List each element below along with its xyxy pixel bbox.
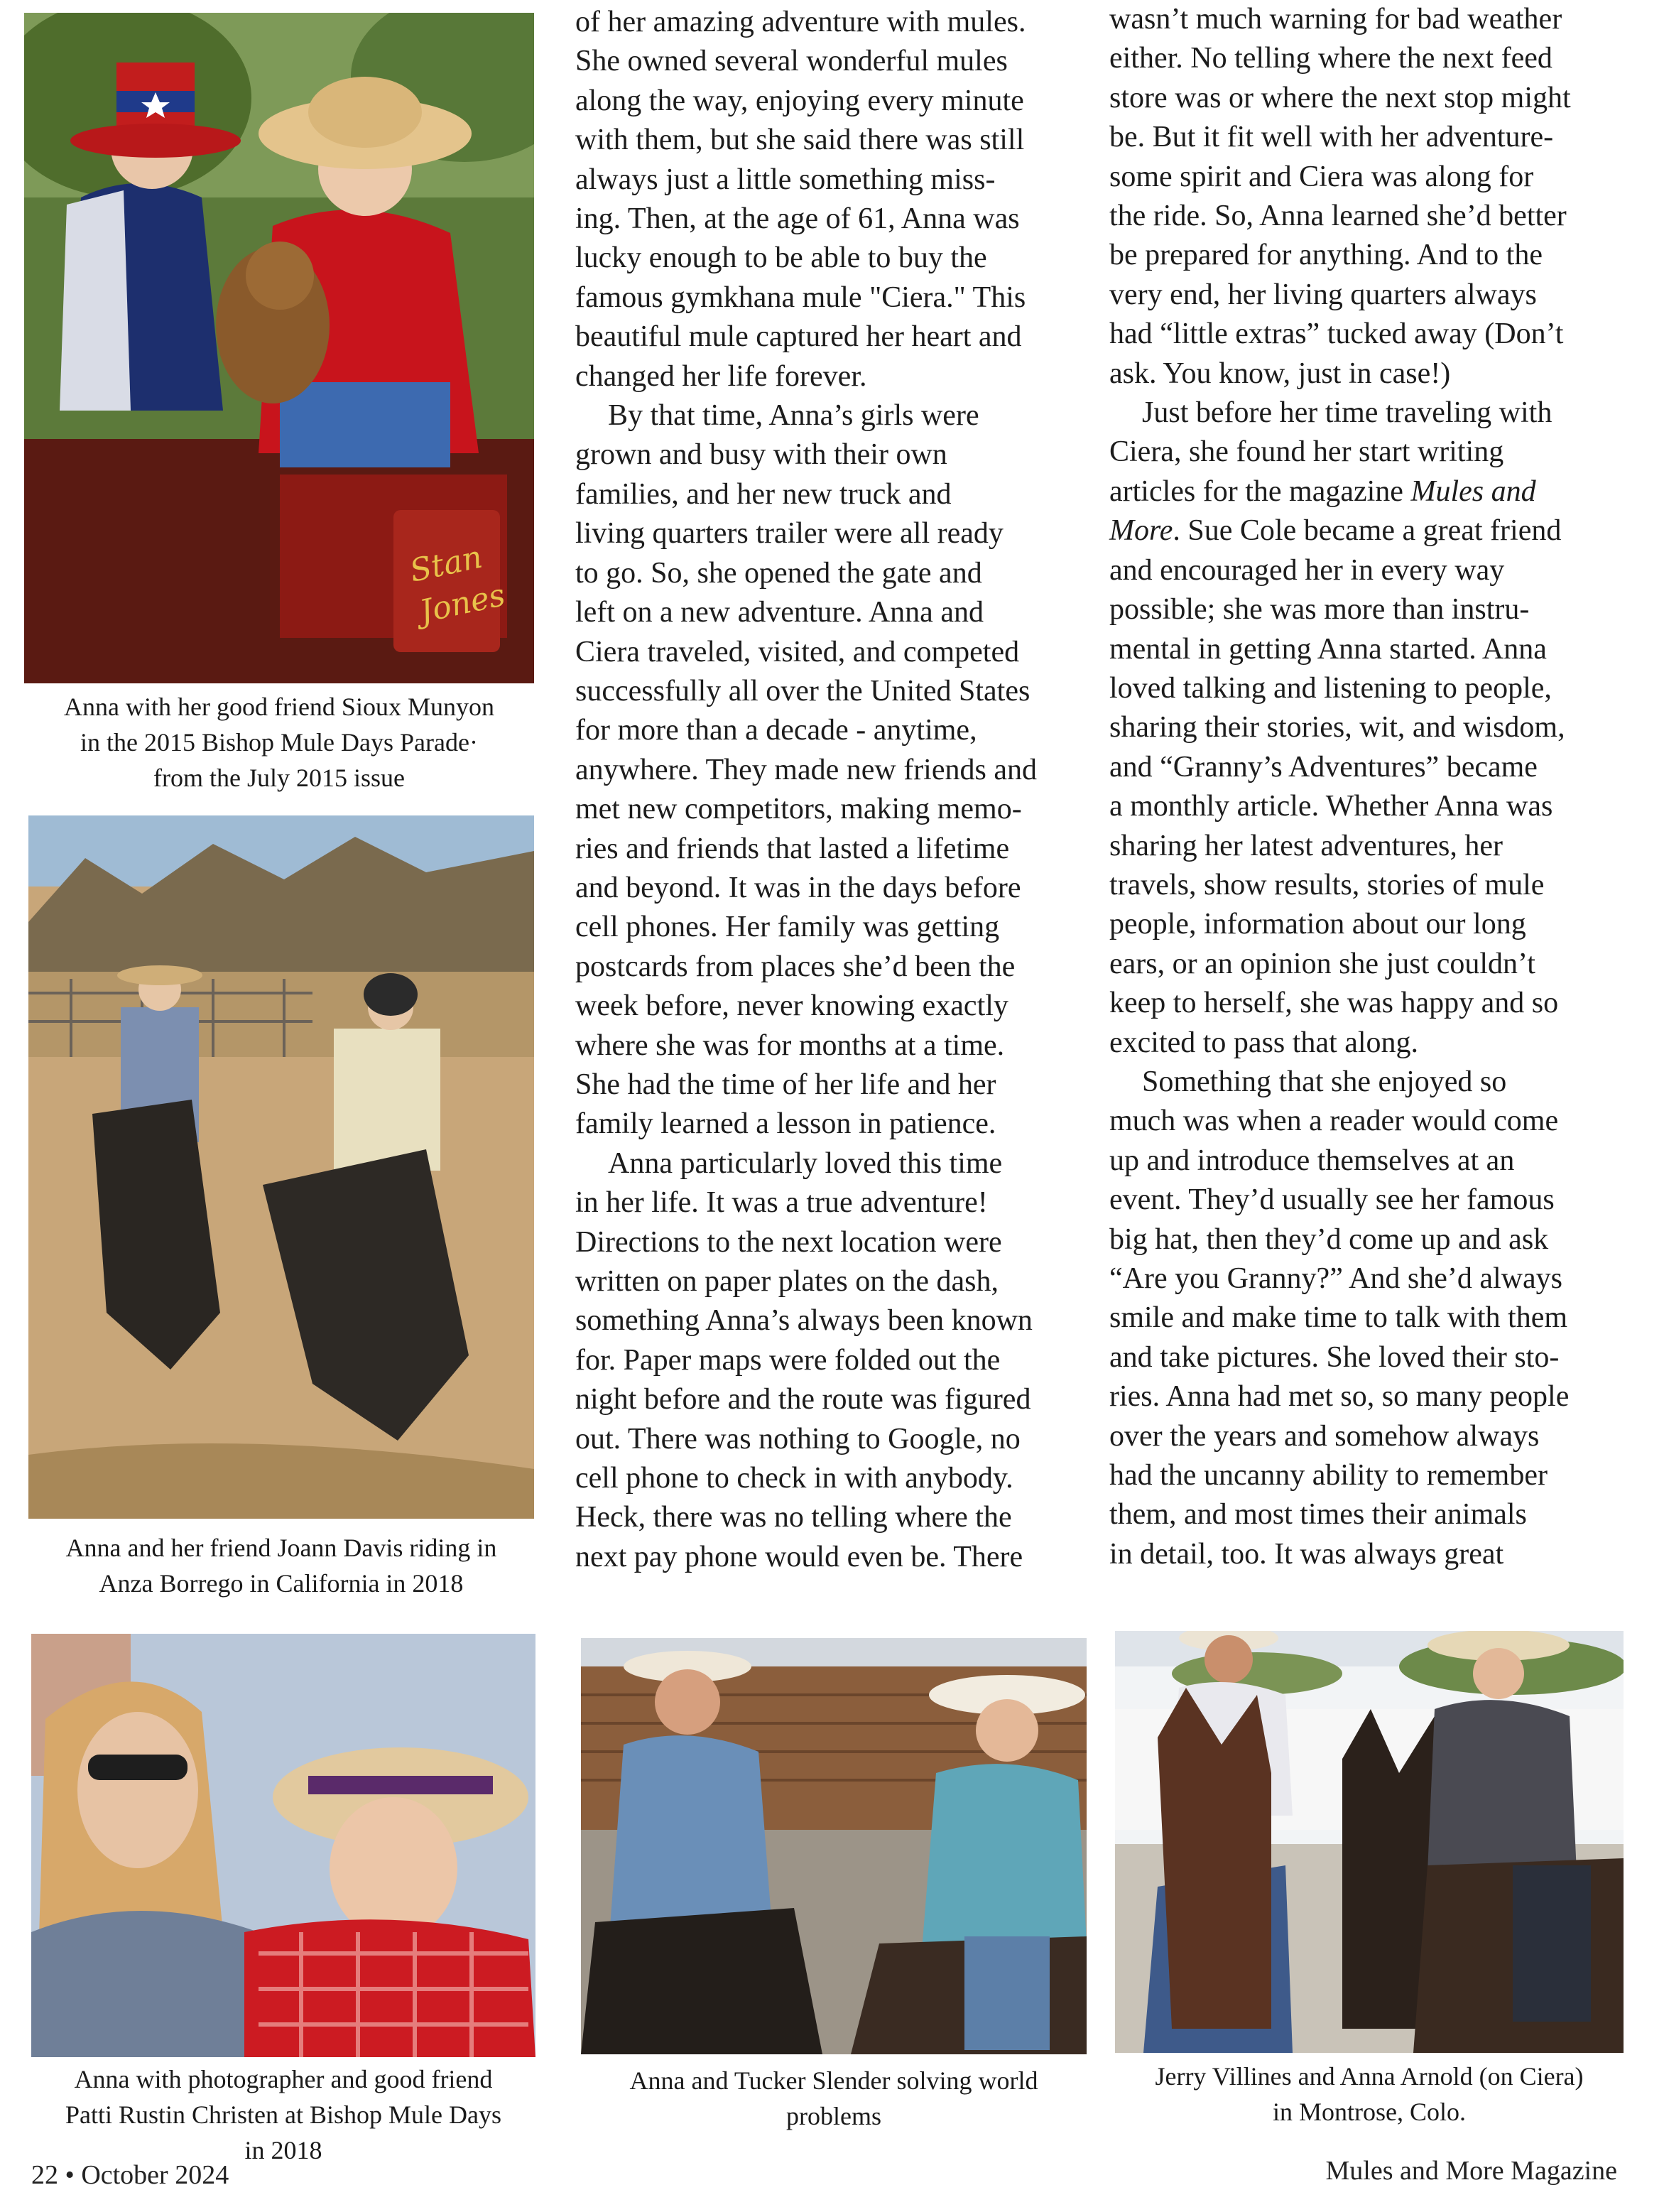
- body-line: for. Paper maps were folded out the: [575, 1343, 1001, 1377]
- body-line: always just a little something miss-: [575, 163, 996, 196]
- body-line: postcards from places she’d been the: [575, 950, 1016, 983]
- caption-anza-borrego: [28, 1530, 534, 1601]
- photo-parade: [24, 13, 534, 683]
- body-text: articles for the magazine: [1109, 475, 1411, 508]
- folio-separator: •: [65, 2160, 75, 2190]
- caption-jerry-line: Jerry Villines and Anna Arnold (on Ciera): [1155, 2062, 1584, 2091]
- wagon-sign-line1: Stan: [406, 538, 486, 590]
- body-line: had the uncanny ability to remember: [1109, 1459, 1548, 1492]
- page-number: 22: [31, 2160, 58, 2190]
- body-line: be prepared for anything. And to the: [1109, 239, 1543, 272]
- body-line: met new competitors, making memo-: [575, 793, 1022, 826]
- body-line: something Anna’s always been known: [575, 1304, 1033, 1338]
- body-line: up and introduce themselves at an: [1109, 1144, 1515, 1177]
- body-line: store was or where the next stop might: [1109, 81, 1571, 114]
- issue-date: October 2024: [81, 2160, 229, 2190]
- body-line: to go. So, she opened the gate and: [575, 556, 982, 590]
- caption-patti-line: in 2018: [244, 2136, 322, 2164]
- body-line: sharing their stories, wit, and wisdom,: [1109, 711, 1565, 744]
- body-line: very end, her living quarters always: [1109, 278, 1537, 311]
- body-line: people, information about our long: [1109, 908, 1526, 941]
- body-line: wasn’t much warning for bad weather: [1109, 3, 1562, 36]
- body-line: grown and busy with their own: [575, 438, 947, 472]
- caption-parade-line: Anna with her good friend Sioux Munyon: [64, 693, 494, 721]
- body-line: She had the time of her life and her: [575, 1068, 996, 1101]
- caption-parade-line: in the 2015 Bishop Mule Days Parade·: [80, 728, 478, 757]
- body-line: with them, but she said there was still: [575, 124, 1025, 157]
- body-line: them, and most times their animals: [1109, 1498, 1527, 1531]
- body-line: ries and friends that lasted a lifetime: [575, 832, 1010, 865]
- body-line: out. There was nothing to Google, no: [575, 1422, 1021, 1455]
- body-line: where she was for months at a time.: [575, 1029, 1005, 1062]
- body-line: ears, or an opinion she just couldn’t: [1109, 947, 1535, 980]
- body-line: She owned several wonderful mules: [575, 45, 1008, 78]
- caption-anza-line: Anna and her friend Joann Davis riding in: [65, 1534, 497, 1562]
- page-folio: [31, 2159, 229, 2191]
- body-line: Just before her time traveling with: [1142, 396, 1552, 430]
- body-line: event. They’d usually see her famous: [1109, 1183, 1555, 1217]
- body-line: either. No telling where the next feed: [1109, 42, 1552, 75]
- body-line: Something that she enjoyed so: [1142, 1065, 1507, 1098]
- body-line: Ciera traveled, visited, and competed: [575, 635, 1020, 668]
- body-line: excited to pass that along.: [1109, 1026, 1419, 1059]
- caption-anza-line: Anza Borrego in California in 2018: [99, 1569, 464, 1598]
- body-line: much was when a reader would come: [1109, 1105, 1559, 1138]
- body-line: ing. Then, at the age of 61, Anna was: [575, 202, 1020, 236]
- body-line: for more than a decade - anytime,: [575, 714, 977, 747]
- body-line: and “Granny’s Adventures” became: [1109, 750, 1538, 784]
- magazine-name: Mules and More Magazine: [1325, 2156, 1617, 2186]
- body-line: mental in getting Anna started. Anna: [1109, 632, 1547, 666]
- body-line: and take pictures. She loved their sto-: [1109, 1340, 1560, 1374]
- body-line: be. But it fit well with her adventure-: [1109, 121, 1554, 154]
- caption-patti-line: Patti Rustin Christen at Bishop Mule Days: [65, 2100, 501, 2129]
- body-line: family learned a lesson in patience.: [575, 1107, 996, 1141]
- body-line: of her amazing adventure with mules.: [575, 6, 1026, 38]
- body-line: famous gymkhana mule "Ciera." This: [575, 281, 1026, 314]
- body-line: cell phone to check in with anybody.: [575, 1462, 1013, 1495]
- caption-jerry-line: in Montrose, Colo.: [1272, 2098, 1466, 2126]
- body-line: some spirit and Ciera was along for: [1109, 160, 1534, 193]
- body-line: lucky enough to be able to buy the: [575, 242, 987, 275]
- caption-patti-line: Anna with photographer and good friend: [74, 2065, 493, 2093]
- body-line: Heck, there was no telling where the: [575, 1501, 1012, 1534]
- body-line: in her life. It was a true adventure!: [575, 1186, 988, 1220]
- caption-parade: [24, 689, 534, 796]
- body-line: along the way, enjoying every minute: [575, 84, 1024, 117]
- body-line: smile and make time to talk with them: [1109, 1301, 1568, 1335]
- body-line: over the years and somehow always: [1109, 1419, 1540, 1453]
- body-line: living quarters trailer were all ready: [575, 517, 1004, 551]
- caption-tucker-line: Anna and Tucker Slender solving world: [629, 2066, 1038, 2095]
- body-line: families, and her new truck and: [575, 477, 952, 511]
- wagon-sign-line2: Jones: [416, 577, 509, 631]
- body-line: week before, never knowing exactly: [575, 990, 1008, 1023]
- body-line: night before and the route was figured: [575, 1383, 1031, 1416]
- body-line: a monthly article. Whether Anna was: [1109, 790, 1553, 823]
- body-line: possible; she was more than instru-: [1109, 593, 1530, 627]
- magazine-title: Mules and: [1410, 475, 1536, 508]
- body-line: [1109, 472, 1628, 511]
- body-line: had “little extras” tucked away (Don’t: [1109, 318, 1564, 351]
- body-line: successfully all over the United States: [575, 674, 1031, 707]
- body-line: sharing her latest adventures, her: [1109, 829, 1503, 862]
- caption-parade-line: from the July 2015 issue: [153, 764, 405, 792]
- photo-patti-rustin-christen: [31, 1634, 535, 2057]
- photo-anza-borrego: [28, 815, 534, 1519]
- caption-tucker-line: problems: [786, 2102, 881, 2130]
- body-line: next pay phone would even be. There: [575, 1540, 1023, 1573]
- body-line: the ride. So, Anna learned she’d better: [1109, 200, 1567, 233]
- body-line: Ciera, she found her start writing: [1109, 435, 1504, 469]
- body-line: beautiful mule captured her heart and: [575, 320, 1022, 354]
- photo-tucker-slender: [581, 1638, 1087, 2054]
- caption-patti: [17, 2061, 550, 2168]
- body-line: in detail, too. It was always great: [1109, 1537, 1504, 1571]
- caption-jerry: [1115, 2059, 1624, 2130]
- body-line: changed her life forever.: [575, 359, 867, 393]
- body-line: and beyond. It was in the days before: [575, 871, 1021, 904]
- body-line: Anna particularly loved this time: [608, 1146, 1003, 1180]
- body-line: [1109, 511, 1628, 551]
- caption-tucker: [581, 2063, 1087, 2134]
- body-line: Directions to the next location were: [575, 1225, 1002, 1259]
- body-line: big hat, then they’d come up and ask: [1109, 1222, 1549, 1256]
- body-line: By that time, Anna’s girls were: [608, 399, 979, 433]
- body-line: ask. You know, just in case!): [1109, 357, 1451, 390]
- article-column-right: [1109, 0, 1628, 1574]
- body-line: anywhere. They made new friends and: [575, 753, 1037, 786]
- body-line: and encouraged her in every way: [1109, 553, 1505, 587]
- body-line: left on a new adventure. Anna and: [575, 596, 984, 629]
- body-line: “Are you Granny?” And she’d always: [1109, 1262, 1562, 1295]
- body-line: travels, show results, stories of mule: [1109, 868, 1545, 901]
- body-line: written on paper plates on the dash,: [575, 1265, 999, 1298]
- body-line: keep to herself, she was happy and so: [1109, 987, 1559, 1020]
- body-text: . Sue Cole became a great friend: [1173, 514, 1562, 548]
- magazine-title: More: [1109, 514, 1173, 548]
- photo-jerry-villines: [1115, 1631, 1624, 2053]
- body-line: ries. Anna had met so, so many people: [1109, 1380, 1570, 1414]
- body-line: cell phones. Her family was getting: [575, 911, 1000, 944]
- article-column-middle: [575, 3, 1087, 1577]
- body-line: loved talking and listening to people,: [1109, 671, 1552, 705]
